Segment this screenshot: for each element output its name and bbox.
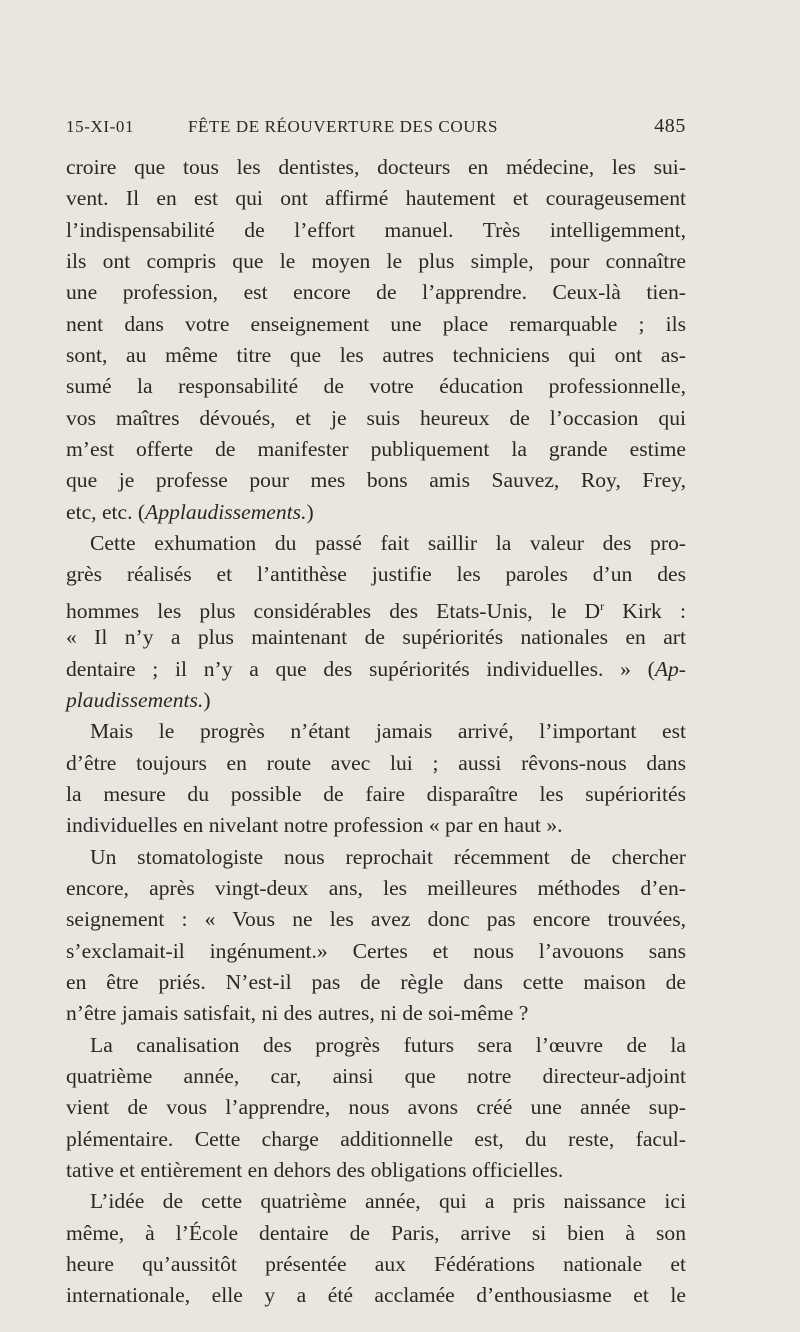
body-text: [66, 152, 686, 1312]
text-line: L’idée de cette quatrième année, qui a pris naissance ici: [90, 1189, 686, 1214]
page-number: 485: [654, 115, 686, 137]
text-line: seignement : « Vous ne les avez donc pas encore trouvées,: [66, 907, 686, 932]
text-line: plémentaire. Cette charge additionnelle est, du reste, facul-: [66, 1126, 686, 1151]
header-date: 15-XI-01: [66, 117, 135, 136]
text-line: d’être toujours en route avec lui ; aussi rêvons-nous dans: [66, 750, 686, 775]
text-line: que je professe pour mes bons amis Sauvez, Roy, Frey,: [66, 468, 686, 493]
applause-italic: Ap-: [654, 656, 686, 681]
text-line: individuelles en nivelant notre profession « par en haut ».: [66, 813, 563, 838]
text-line: quatrième année, car, ainsi que notre directeur-adjoint: [66, 1063, 686, 1088]
text-line: sumé la responsabilité de votre éducation professionnelle,: [66, 374, 686, 399]
line-text: etc, etc. (: [66, 499, 146, 524]
text-line: m’est offerte de manifester publiquement la grande estime: [66, 437, 686, 462]
text-line: tative et entièrement en dehors des obligations officielles.: [66, 1158, 564, 1182]
running-head: [66, 117, 686, 143]
text-line: Cette exhumation du passé fait saillir la valeur des pro-: [90, 531, 686, 556]
text-line: ils ont compris que le moyen le plus simple, pour connaître: [66, 249, 686, 274]
text-line: l’indispensabilité de l’effort manuel. Très intelligemment,: [66, 217, 686, 242]
applause-italic: plaudissements.: [66, 687, 204, 712]
header-title: FÊTE DE RÉOUVERTURE DES COURS: [188, 117, 499, 136]
text-line-applause: [66, 654, 686, 685]
text-line: « Il n’y a plus maintenant de supériorités nationales en art: [66, 625, 686, 650]
text-line-kirk: [66, 591, 686, 622]
text-line-applause: [66, 685, 686, 716]
text-line: même, à l’École dentaire de Paris, arrive si bien à son: [66, 1220, 686, 1245]
text-line: sont, au même titre que les autres techniciens qui ont as-: [66, 343, 686, 368]
text-line: Mais le progrès n’étant jamais arrivé, l’important est: [90, 719, 686, 744]
text-line: croire que tous les dentistes, docteurs en médecine, les sui-: [66, 155, 686, 179]
text-line: vient de vous l’apprendre, nous avons créé une année sup-: [66, 1095, 686, 1120]
line-text: ): [203, 687, 211, 712]
line-text: dentaire ; il n’y a que des supériorités individuelles. » (: [66, 656, 655, 681]
text-line: internationale, elle y a été acclamée d’enthousiasme et le: [66, 1283, 686, 1308]
text-line: nent dans votre enseignement une place remarquable ; ils: [66, 311, 686, 336]
text-line: La canalisation des progrès futurs sera l’œuvre de la: [90, 1032, 686, 1057]
text-line: Un stomatologiste nous reprochait récemment de chercher: [90, 844, 686, 869]
text-line: encore, après vingt-deux ans, les meilleures méthodes d’en-: [66, 875, 686, 900]
text-line: grès réalisés et l’antithèse justifie les paroles d’un des: [66, 562, 686, 587]
text-line: s’exclamait-il ingénument.» Certes et nous l’avouons sans: [66, 938, 686, 963]
text-line: la mesure du possible de faire disparaître les supériorités: [66, 781, 686, 806]
line-text: Kirk :: [604, 599, 686, 623]
line-text: ): [306, 499, 314, 524]
text-line: n’être jamais satisfait, ni des autres, ni de soi-même ?: [66, 1001, 529, 1026]
text-line-applause: [66, 497, 686, 528]
superscript: r: [600, 598, 605, 613]
text-line: heure qu’aussitôt présentée aux Fédérations nationale et: [66, 1252, 686, 1277]
text-line: une profession, est encore de l’apprendre. Ceux-là tien-: [66, 280, 686, 305]
text-line: vent. Il en est qui ont affirmé hautement et courageusement: [66, 186, 686, 211]
text-line: vos maîtres dévoués, et je suis heureux de l’occasion qui: [66, 405, 686, 430]
applause-italic: Applaudissements.: [145, 499, 307, 524]
line-text: hommes les plus considérables des Etats-Unis, le D: [66, 599, 601, 623]
text-line: en être priés. N’est-il pas de règle dans cette maison de: [66, 969, 686, 994]
